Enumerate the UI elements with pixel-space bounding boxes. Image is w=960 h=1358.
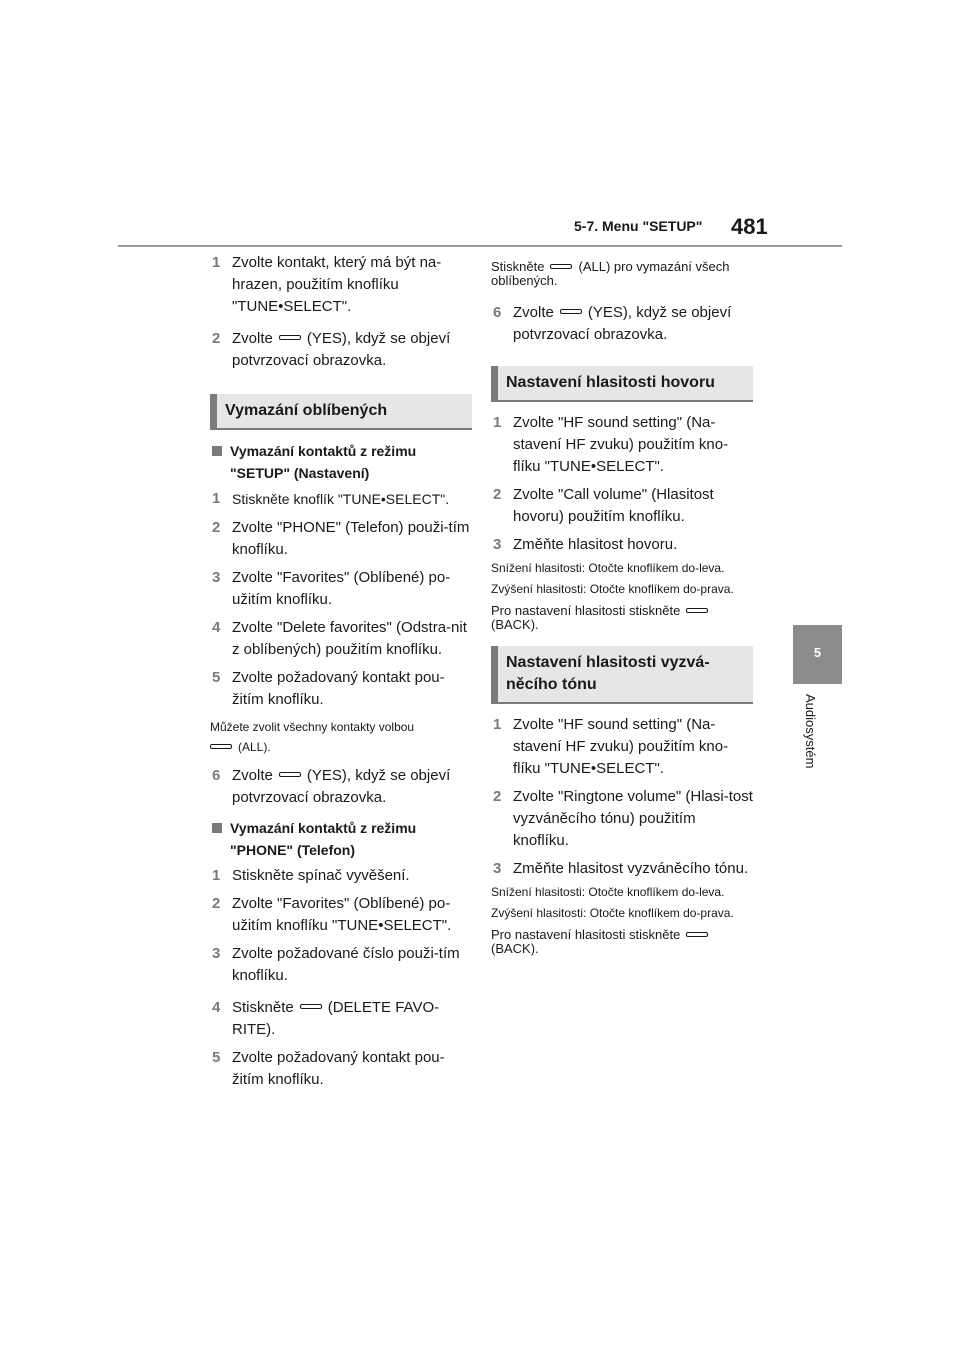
chapter-tab: 5	[793, 625, 842, 684]
section-heading: Nastavení hlasitosti hovoru	[491, 366, 753, 402]
note-text: Pro nastavení hlasitosti stiskněte	[491, 603, 681, 618]
note	[210, 717, 472, 757]
note: Zvýšení hlasitosti: Otočte knoflíkem do-prava.	[491, 906, 734, 920]
step-item	[210, 893, 472, 937]
note-text: (BACK).	[491, 617, 539, 632]
step-number: 2	[493, 788, 502, 805]
step-text: Změňte hlasitost vyzváněcího tónu.	[513, 860, 749, 877]
step-number: 1	[493, 414, 502, 431]
step-number: 3	[212, 569, 221, 586]
step-number: 4	[212, 619, 221, 636]
step-text: (DELETE FAVO-RITE).	[232, 999, 440, 1038]
step-item	[210, 517, 472, 561]
step-text: Zvolte "PHONE" (Telefon) použi-tím knoflíku.	[232, 519, 470, 558]
step-number: 2	[493, 486, 502, 503]
step-number: 2	[212, 519, 221, 536]
header-rule	[118, 245, 842, 247]
note: Snížení hlasitosti: Otočte knoflíkem do-leva.	[491, 885, 725, 899]
step-number: 1	[212, 490, 221, 507]
chapter-tab-label: Audiosystém	[803, 694, 818, 769]
subheading	[210, 817, 472, 861]
note: Zvýšení hlasitosti: Otočte knoflíkem do-prava.	[491, 582, 734, 596]
step-item	[491, 714, 753, 780]
step-item	[210, 943, 472, 987]
step-number: 3	[212, 945, 221, 962]
step-text: Zvolte "HF sound setting" (Na-stavení HF zvuku) použitím kno-flíku "TUNE•SELECT".	[513, 414, 729, 475]
step-item	[210, 997, 472, 1041]
step-item	[491, 484, 753, 528]
screen-button-icon	[279, 772, 301, 777]
step-number: 1	[212, 867, 221, 884]
section-heading: Vymazání oblíbených	[210, 394, 472, 430]
step-item	[491, 858, 753, 880]
left-column	[210, 252, 472, 1097]
step-number: 6	[212, 767, 221, 784]
step-text: Stiskněte	[232, 999, 294, 1016]
note-text: (ALL) pro vymazání všech oblíbených.	[491, 259, 730, 288]
step-number: 1	[212, 254, 221, 271]
step-text: (YES), když se objeví potvrzovací obrazovka.	[232, 330, 451, 369]
step-item	[210, 617, 472, 661]
step-item	[210, 567, 472, 611]
step-text: Zvolte požadované číslo použi-tím knoflíku.	[232, 945, 460, 984]
step-number: 2	[212, 330, 221, 347]
step-text: Zvolte kontakt, který má být na-hrazen, použitím knoflíku "TUNE•SELECT".	[232, 254, 442, 315]
step-item	[491, 412, 753, 478]
step-number: 4	[212, 999, 221, 1016]
screen-button-icon	[560, 309, 582, 314]
note-text: (ALL).	[238, 740, 271, 754]
step-item	[491, 302, 753, 346]
square-bullet-icon	[212, 823, 222, 833]
step-item	[210, 328, 472, 372]
note	[491, 260, 753, 288]
step-number: 3	[493, 536, 502, 553]
note-text: Stiskněte	[491, 259, 545, 274]
step-text: Zvolte "Favorites" (Oblíbené) po-užitím knoflíku.	[232, 569, 451, 608]
step-text: Zvolte požadovaný kontakt pou-žitím knoflíku.	[232, 1049, 445, 1088]
step-number: 5	[212, 1049, 221, 1066]
step-text: Změňte hlasitost hovoru.	[513, 536, 678, 553]
step-text: Zvolte	[513, 304, 554, 321]
square-bullet-icon	[212, 446, 222, 456]
screen-button-icon	[550, 264, 572, 269]
section-heading: Nastavení hlasitosti vyzvá-něcího tónu	[491, 646, 753, 704]
step-text: (YES), když se objeví potvrzovací obrazovka.	[232, 767, 451, 806]
screen-button-icon	[279, 335, 301, 340]
note-text: Pro nastavení hlasitosti stiskněte	[491, 927, 681, 942]
step-text: Zvolte "Ringtone volume" (Hlasi-tost vyzváněcího tónu) použitím knoflíku.	[513, 788, 753, 849]
chapter-title: 5-7. Menu "SETUP"	[574, 218, 703, 234]
subheading-text: Vymazání kontaktů z režimu "PHONE" (Telefon)	[230, 820, 417, 858]
screen-button-icon	[300, 1004, 322, 1009]
note: Snížení hlasitosti: Otočte knoflíkem do-leva.	[491, 561, 725, 575]
step-text: (YES), když se objeví potvrzovací obrazovka.	[513, 304, 732, 343]
step-number: 6	[493, 304, 502, 321]
step-number: 3	[493, 860, 502, 877]
step-text: Zvolte	[232, 330, 273, 347]
note	[491, 604, 753, 632]
step-text: Stiskněte spínač vyvěšení.	[232, 867, 410, 884]
screen-button-icon	[686, 608, 708, 613]
step-text: Zvolte "Call volume" (Hlasitost hovoru) použitím knoflíku.	[513, 486, 714, 525]
step-number: 1	[493, 716, 502, 733]
subheading-text: Vymazání kontaktů z režimu "SETUP" (Nastavení)	[230, 443, 417, 481]
step-item	[491, 534, 753, 556]
step-text: Stiskněte knoflík "TUNE•SELECT".	[232, 491, 450, 507]
step-text: Zvolte "Delete favorites" (Odstra-nit z oblíbených) použitím knoflíku.	[232, 619, 467, 658]
screen-button-icon	[210, 744, 232, 749]
note-text: Můžete zvolit všechny kontakty volbou	[210, 720, 415, 734]
step-text: Zvolte	[232, 767, 273, 784]
step-item	[210, 488, 472, 511]
step-text: Zvolte "Favorites" (Oblíbené) po-užitím knoflíku "TUNE•SELECT".	[232, 895, 452, 934]
step-item	[491, 786, 753, 852]
step-text: Zvolte "HF sound setting" (Na-stavení HF zvuku) použitím kno-flíku "TUNE•SELECT".	[513, 716, 729, 777]
step-item	[210, 667, 472, 711]
step-item	[210, 252, 472, 318]
step-item	[210, 865, 472, 887]
screen-button-icon	[686, 932, 708, 937]
subheading	[210, 440, 472, 484]
right-column	[491, 252, 753, 964]
step-item	[210, 1047, 472, 1091]
note-text: (BACK).	[491, 941, 539, 956]
note	[491, 928, 753, 956]
page-number: 481	[731, 214, 768, 239]
step-item	[210, 765, 472, 809]
step-number: 2	[212, 895, 221, 912]
step-number: 5	[212, 669, 221, 686]
step-text: Zvolte požadovaný kontakt pou-žitím knoflíku.	[232, 669, 445, 708]
